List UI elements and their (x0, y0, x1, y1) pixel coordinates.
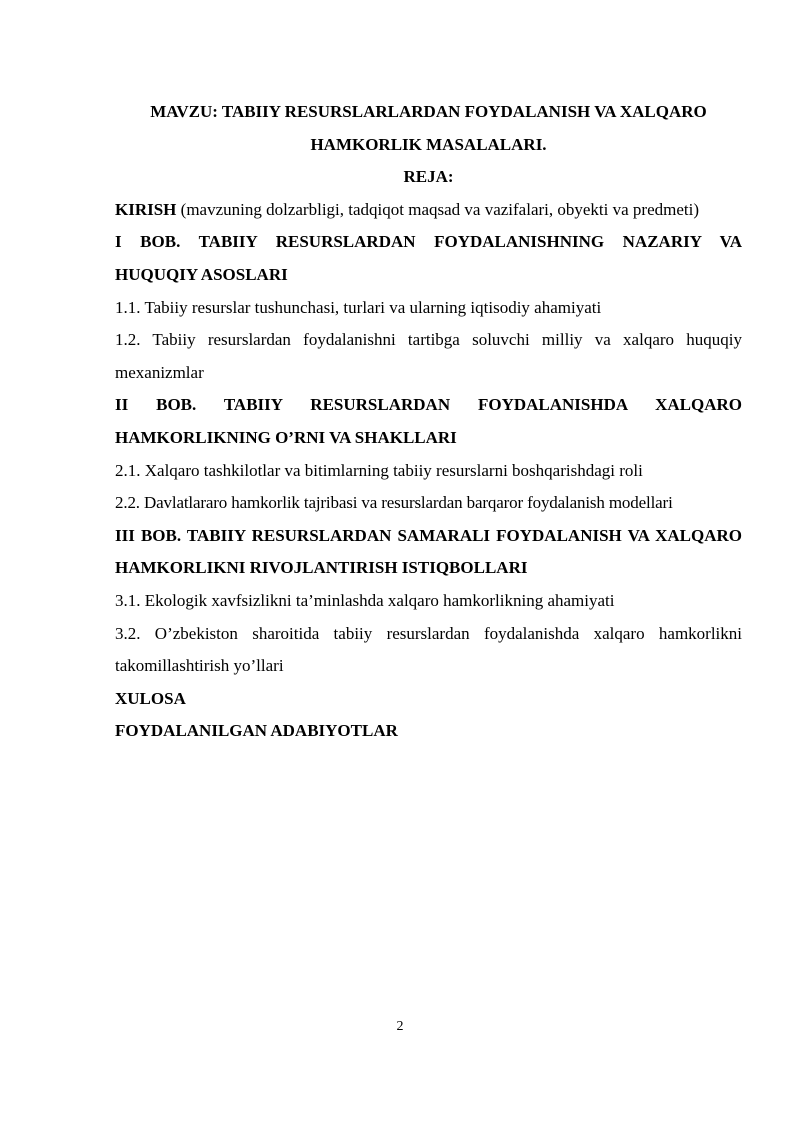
table-of-contents (115, 96, 742, 748)
page-number: 2 (396, 1019, 404, 1034)
section-1-2: 1.2. Tabiiy resurslardan foydalanishni tartibga soluvchi milliy va xalqaro huquqiy mexanizmlar (115, 330, 742, 382)
section-3-1: 3.1. Ekologik xavfsizlikni ta’minlashda xalqaro hamkorlikning ahamiyati (115, 590, 615, 610)
section-3-2: 3.2. O’zbekiston sharoitida tabiiy resurslardan foydalanishda xalqaro hamkorlikni takomillashtirish yo’llari (115, 623, 742, 676)
document-title: MAVZU: TABIIY RESURSLARLARDAN FOYDALANISH VA XALQARO HAMKORLIK MASALALARI. (150, 102, 707, 154)
section-2-1: 2.1. Xalqaro tashkilotlar va bitimlarning tabiiy resurslarni boshqarishdagi roli (115, 460, 643, 480)
section-1-1: 1.1. Tabiiy resurslar tushunchasi, turlari va ularning iqtisodiy ahamiyati (115, 297, 602, 317)
intro-entry (115, 194, 742, 227)
chapter-3-heading: III BOB. TABIIY RESURSLARDAN SAMARALI FOYDALANISH VA XALQARO HAMKORLIKNI RIVOJLANTIRISH ISTIQBOLLARI (115, 525, 742, 578)
chapter-2-heading: II BOB. TABIIY RESURSLARDAN FOYDALANISHDA XALQARO HAMKORLIKNING O’RNI VA SHAKLLARI (115, 395, 742, 447)
intro-text: (mavzuning dolzarbligi, tadqiqot maqsad va vazifalari, obyekti va predmeti) (176, 199, 699, 219)
section-2-2: 2.2. Davlatlararo hamkorlik tajribasi va resurslardan barqaror foydalanish modellari (115, 493, 673, 513)
plan-heading: REJA: (403, 167, 454, 187)
chapter-1-heading: I BOB. TABIIY RESURSLARDAN FOYDALANISHNING NAZARIY VA HUQUQIY ASOSLARI (115, 232, 742, 284)
references-entry: FOYDALANILGAN ADABIYOTLAR (115, 721, 398, 741)
conclusion-entry: XULOSA (115, 688, 186, 708)
intro-label: KIRISH (115, 199, 177, 219)
